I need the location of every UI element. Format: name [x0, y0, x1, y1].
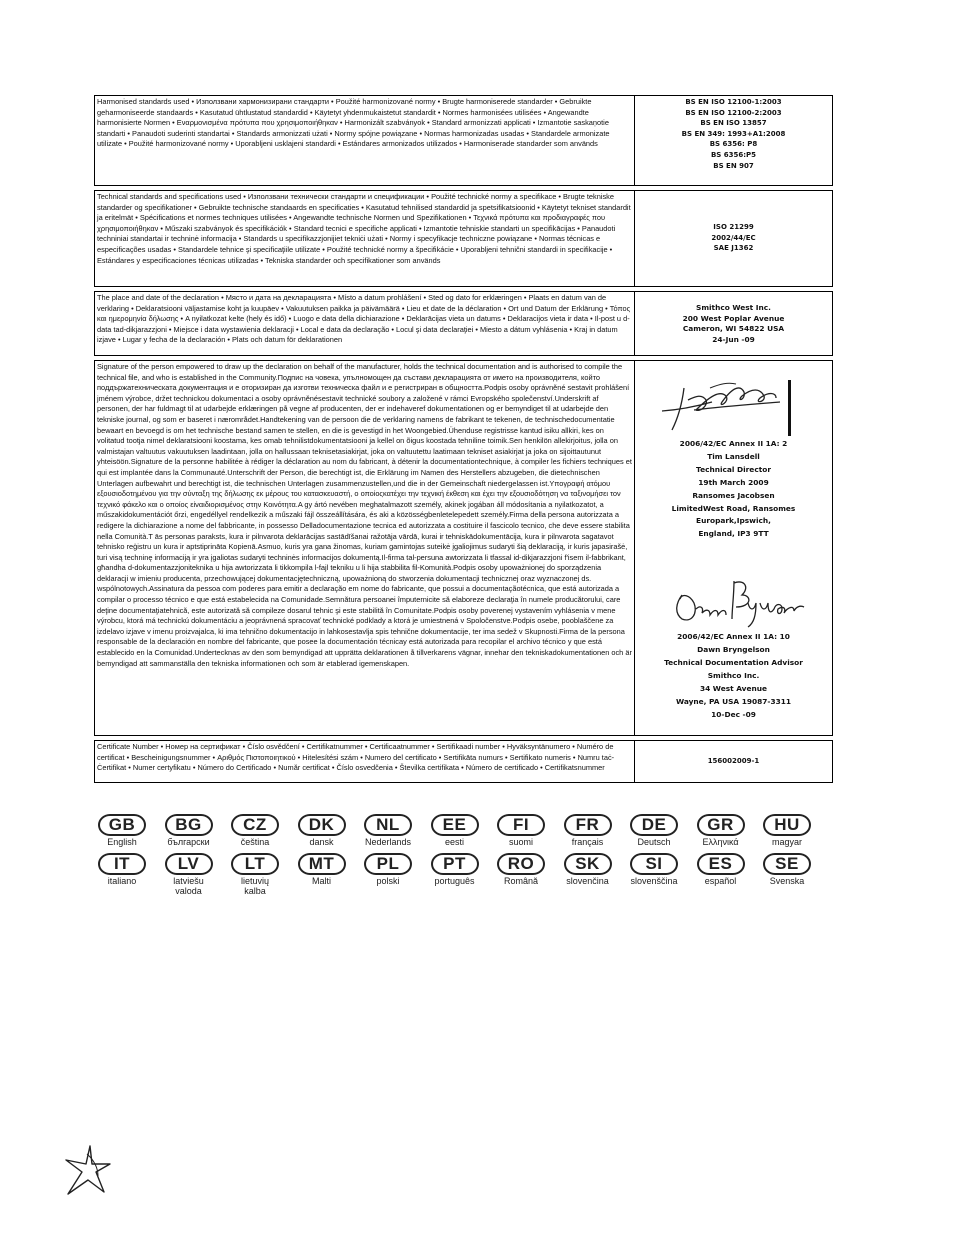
language-code-badge: PT [431, 853, 479, 875]
place-date-section [94, 291, 833, 356]
signatory-2-line: 2006/42/EC Annex II 1A: 10 [677, 632, 790, 642]
standard-value: BS EN 907 [713, 161, 754, 170]
place-date-label: The place and date of the declaration • Място и дата на декларацията • Místo a datum prohlášení • Sted og dato for erklæringen • Plaats en datum van de verklaring • Deklaratsiooni väljastamise koht ja kuupäev • Vakuutuksen paikka ja päivämäärä • Lieu et date de la déclaration • Ort und Datum der Erklärung • Τόπος και ημερομηνία δήλωσης • A nyilatkozat kelte (hely és idő) • Luogo e data della dichiarazione • Deklarācijas vieta un datums • Deklaracijos vieta ir data • Il-post u d-data tad-dikjarazzjoni • Miejsce i data wystawienia deklaracji • Local e data da declaração • Locul şi data declaraţiei • Miesto a dátum vyhlásenia • Kraj in datum izjave • Lugar y fecha de la declaración • Plats och datum för deklarationen [95, 292, 635, 355]
language-item [96, 814, 148, 847]
language-code-badge: RO [497, 853, 545, 875]
signature-label: Signature of the person empowered to draw up the declaration on behalf of the manufacturer, holds the technical documentation and is authorised to compile the technical file, and who is established in the Community.Подпис на човека, упълномощен да състави декларацията от името на производителя, който поддържатехническата документация и е оторизиран да изготви техническа файл и е регистриран в общността.Podpis osoby oprávněné sestavit prohlášení jménem výrobce, držet technickou dokumentaci a osoby oprávněnésestavit technické soubory a založené v rámci Evropského společenství.Underskrift af personen, der har fuldmagt til at udarbejde erklæringen på vegne af producenten, der er indehaveref dokumentationen og er bemyndiget til at udarbejde den tekniske journal, og som er baseret i nærområdet.Handtekening van de persoon die de verklaring namens de fabrikant te tekenen, de technischedocumentatie bewaart en bevoegd is om het technische bestand samen te stellen, en die is gevestigd in het Woongebied.Ühenduse registrisse kantud isiku allkiri, kes on volitatud tootja nimel deklaratsiooni koostama, kes omab tehnilistdokumentatsiooni ja kellel on õigus koostada tehniline toimik.Sen henkilön allekirjoitus, jolla on valmistajan valtuutus vakuutuksen laadintaan, jolla on hallussaan teknisetasiakirjat, joka on valtuutettu laatimaan tekniset asiakirjat ja joka on sijoittautunut yhteisöön.Signature de la personne habilitée à rédiger la déclaration au nom du fabricant, à détenir la documentationtechnique, à compiler les fichiers techniques et qui est implantée dans la Communauté.Unterschrift der Person, die berechtigt ist, die Erklärung im Namen des Herstellers abzugeben, die dietechnischen Unterlagen aufbewahrt und berechtigt ist, die technischen Unterlagen zusammenzustellen,und die in der Gemeinschaft niedergelassen ist.Υπογραφή ατόμου εξουσιοδοτημένου για την σύνταξη της δήλωσης εκ μέρους του κατασκευαστή, ο οποίοςκατέχει την τεχνική έκθεση και έχει την εξουσιοδότηση να ταξινομήσει τον τεχνικό φάκελο και ο οποίος είναιδιορισμένος στην Κοινότητα.A gy ártó nevében meghatalmazott személy, akinek jogában áll módosítania a nyilatkozatot, a műszakidokumentációt őrzi, engedéllyel rendelkezik a műszaki fájl összeállítására, és aki a közösségbenletelepedett személy.Firma della persona autorizzata a redigere la dichiarazione a nome del fabbricante, in possesso Delladocumentazione tecnica ed autorizzata a costituire il fascicolo tecnico, che deve essere stabilita nella Comunità.T ās personas paraksts, kura ir pilnvarota deklarācijas sastādīšanai ražotāja vārdā, kurai ir tehniskādokumentācija, kura ir pilnvarota sagatavot tehnisko reģistru un kura ir aptstiprināta Kopienā.Asmuo, kuris yra gana žinomas, kuriam gamintojas suteikė įgaliojimus sudaryti šią deklaraciją, ir kuris japasirašė, turi visą techninę informaciją ir yra įgaliotas sudaryti techninės informacijos dokumentą.Il-firma tal-persuna awtorizzata li tfassal id-dikjarazzjoni f'isem il-fabbrikant, għandha d-dokumentazzjoniteknika u hija awtorizzata li tikkompila l-fajl tekniku u li hija stabbilita fil-Komunità.Podpis osoby upoważnionej do sporządzenia deklaracji w imieniu producenta, przechowującej dokumentacjętechniczną, upoważnioną do stworzenia dokumentacji technicznej oraz wyznaczonej ds. wspólnotowych.Assinatura da pessoa com poderes para emitir a declaração em nome do fabricante, que possui a documentaçãotécnica, que está autorizada a compilar o processo técnico e que está estabelecida na Comunidade.Semnătura persoanei împuternicite să elaboreze declaraţia în numele producătorului, care deţine documentaţiatehnică, este autorizată să compileze dosarul tehnic şi este stabilită în Comunitate.Podpis osoby poverenej vystavením vyhlásenia v mene výrobcu, ktorá má technickú dokumentáciu a jeoprávnená spracovať technické podklady a ktorá je umiestnená v Spoločenstve.Podpis osebe, pooblaščene za izdelavo izjave v imenu proizvajalca, ki ima tehnično dokumentacijo in lahkosestavlja spis tehnične dokumentacije, ter ima sedež v Skupnosti.Firma de la persona responsable de la declaración en nombre del fabricante, que posee la documentación técnicay está autorizada para recopilar el archivo técnico y que está establecido en la Comunidad.Undertecknas av den som bemyndigad att upprätta deklarationen å tillverkarens vägnar, innehar den tekniskadokumentationen och är bemyndigad att sammanställa den tekniska informationen och som är etablerad igemenskapen. [95, 361, 635, 735]
signatory-2-title: Technical Documentation Advisor [664, 658, 803, 668]
certificate-value-cell [635, 741, 832, 782]
place-date-values [635, 292, 832, 355]
language-code-badge: LT [231, 853, 279, 875]
signature-section [94, 360, 833, 736]
language-name: latviešu valoda [173, 876, 204, 896]
language-name: eesti [444, 837, 464, 847]
language-code-badge: SK [564, 853, 612, 875]
signatories [635, 361, 832, 735]
signature-tim-lansdell [636, 366, 831, 438]
signatory-1-title: Technical Director [696, 464, 771, 474]
technical-standard-value: SAE J1362 [713, 244, 754, 253]
language-name: slovenščina [630, 876, 678, 886]
language-name: português [434, 876, 475, 886]
language-code-badge: SE [763, 853, 811, 875]
language-code-badge: GB [98, 814, 146, 836]
company-street: 200 West Poplar Avenue [682, 313, 785, 323]
language-item [695, 814, 747, 847]
harmonised-standards-values [635, 96, 832, 185]
technical-standards-values [635, 191, 832, 286]
language-item [163, 814, 215, 847]
signatory-1-date: 19th March 2009 [698, 477, 769, 487]
language-name: Deutsch [637, 837, 671, 847]
language-name: français [571, 837, 604, 847]
language-item [362, 853, 414, 896]
language-name: slovenčina [566, 876, 609, 886]
language-item [163, 853, 215, 896]
standard-value: BS 6356:P5 [710, 150, 757, 159]
language-row-2 [96, 853, 813, 896]
language-name: Nederlands [364, 837, 412, 847]
language-code-badge: GR [697, 814, 745, 836]
standard-value: BS 6356: P8 [709, 140, 758, 149]
signatory-1-address: LimitedWest Road, Ransomes Europark,Ipswich, [671, 503, 796, 526]
language-item [562, 814, 614, 847]
language-name: Ελληνικά [702, 837, 739, 847]
language-name: Malti [311, 876, 331, 886]
language-name: español [704, 876, 737, 886]
language-name: dansk [309, 837, 334, 847]
language-code-badge: FI [497, 814, 545, 836]
standard-value: BS EN ISO 12100-2:2003 [685, 108, 782, 117]
signatory-2-date: 10-Dec -09 [711, 709, 756, 719]
language-name: English [107, 837, 137, 847]
language-name: italiano [107, 876, 137, 886]
harmonised-standards-section [94, 95, 833, 186]
signature-dawn-bryngelson [636, 569, 831, 631]
language-code-badge: DE [630, 814, 678, 836]
language-code-badge: NL [364, 814, 412, 836]
language-code-badge: LV [165, 853, 213, 875]
language-item [296, 814, 348, 847]
language-code-badge: SI [630, 853, 678, 875]
technical-standards-section [94, 190, 833, 287]
company-city: Cameron, WI 54822 USA [682, 324, 785, 334]
language-code-badge: DK [298, 814, 346, 836]
language-name: čeština [240, 837, 270, 847]
signatory-1-company: Ransomes Jacobsen [692, 490, 775, 500]
language-item [96, 853, 148, 896]
language-item [695, 853, 747, 896]
language-item [296, 853, 348, 896]
language-item [628, 814, 680, 847]
language-code-badge: PL [364, 853, 412, 875]
company-name: Smithco West Inc. [696, 303, 771, 312]
standard-value: BS EN 349: 1993+A1:2008 [681, 129, 786, 138]
language-item [429, 853, 481, 896]
signatory-2-name: Dawn Bryngelson [697, 645, 770, 655]
language-item [495, 853, 547, 896]
technical-standard-value: ISO 21299 [713, 223, 754, 231]
language-item [628, 853, 680, 896]
star-logo-icon [60, 1142, 114, 1198]
language-name: български [167, 837, 210, 847]
language-item [761, 853, 813, 896]
signatory-1-address: England, IP3 9TT [698, 529, 769, 539]
standard-value: BS EN ISO 13857 [700, 119, 767, 128]
signatory-2-city: Wayne, PA USA 19087-3311 [675, 696, 792, 706]
technical-standards-label: Technical standards and specifications used • Използвани технически стандарти и спецификации • Použité technické normy a specifikace • Brugte tekniske standarder og specifikationer • Gebruikte technische standaards en specificaties • Kasutatud tehnilised standardid ja spetsifikatsioonid • Käytetyt tekniset standardit ja eritelmät • Spécifications et normes techniques utilisées • Angewandte technische Normen und Spezifikationen • Τεχνικά πρότυπα και προδιαγραφές που χρησιμοποιήθηκαν • Műszaki szabványok és specifikációk • Standard tecnici e specifiche applicati • Izmantotie tehniskie standarti un specifikācijas • Panaudoti techniniai standartai ir techninė informacija • Standards u specifikazzjonijiet tekniċi użati • Normy i specyfikacje techniczne powiązane • Normas técnicas e especificações usadas • Standardele tehnice şi specificaţiile utilizate • Použité technické normy a špecifikácie • Uporabljeni tehnični standardi in specifikacije • Estándares y especificaciones técnicas utilizadas • Tekniska standarder och specifikationer som används [95, 191, 635, 286]
language-code-badge: MT [298, 853, 346, 875]
language-code-badge: IT [98, 853, 146, 875]
language-code-badge: HU [763, 814, 811, 836]
language-name: Svenska [769, 876, 805, 886]
language-item [362, 814, 414, 847]
signatory-2-street: 34 West Avenue [699, 683, 768, 693]
certificate-label: Certificate Number • Номер на сертификат • Číslo osvědčení • Certifikatnummer • Certificaatnummer • Sertifikaadi number • Hyväksyntänumero • Numéro de certificat • Bescheinigungsnummer • Αριθμός Πιστοποιητικού • Hitelesítési szám • Numero del certificato • Sertifikāta numurs • Sertifikato numeris • Numru taċ-Ċertifikat • Numer certyfikatu • Número do Certificado • Număr certificat • Číslo osvedčenia • Številka certifikata • Número de certificado • Certifikatsnummer [95, 741, 635, 782]
language-code-badge: FR [564, 814, 612, 836]
language-code-badge: CZ [231, 814, 279, 836]
language-item [761, 814, 813, 847]
standard-value: BS EN ISO 12100-1:2003 [685, 98, 782, 106]
signatory-2-company: Smithco Inc. [707, 670, 760, 680]
language-name: lietuvių kalba [240, 876, 269, 896]
technical-standard-value: 2002/44/EC [711, 233, 756, 242]
language-row-1 [96, 814, 813, 847]
language-name: polski [376, 876, 400, 886]
language-item [562, 853, 614, 896]
declaration-date: 24-Jun -09 [712, 334, 755, 344]
language-item [429, 814, 481, 847]
language-item [229, 814, 281, 847]
harmonised-standards-label: Harmonised standards used • Използвани хармонизирани стандарти • Použité harmonizované normy • Brugte harmoniserede standarder • Gebruikte geharmoniseerde standaards • Kasutatud ühtlustatud standardid • Käytetyt yhdenmukaistetut standardit • Normes harmonisées utilisées • Angewandte harmonisierte Normen • Εναρμονισμένα πρότυπα που χρησιμοποιήθηκαν • Harmonizált szabványok • Standard armonizzati applicati • Izmantotie saskaņotie standarti • Panaudoti suderinti standartai • Standards armonizzati użati • Normy spójne powiązane • Normas harmonizadas usadas • Standardele armonizate utilizate • Použité harmonizované normy • Uporabljeni usklajeni standardi • Estándares armonizados utilizados • Harmoniserade standarder som används [95, 96, 635, 185]
signatory-1-line: 2006/42/EC Annex II 1A: 2 [679, 439, 788, 448]
language-item [495, 814, 547, 847]
certificate-number: 156002009-1 [707, 757, 760, 766]
language-code-badge: BG [165, 814, 213, 836]
language-name: suomi [508, 837, 533, 847]
signatory-1-name: Tim Lansdell [707, 451, 760, 461]
language-code-badge: ES [697, 853, 745, 875]
language-name: magyar [771, 837, 802, 847]
language-legend [96, 814, 836, 896]
language-code-badge: EE [431, 814, 479, 836]
language-name: Română [503, 876, 539, 886]
certificate-section [94, 740, 833, 783]
language-item [229, 853, 281, 896]
